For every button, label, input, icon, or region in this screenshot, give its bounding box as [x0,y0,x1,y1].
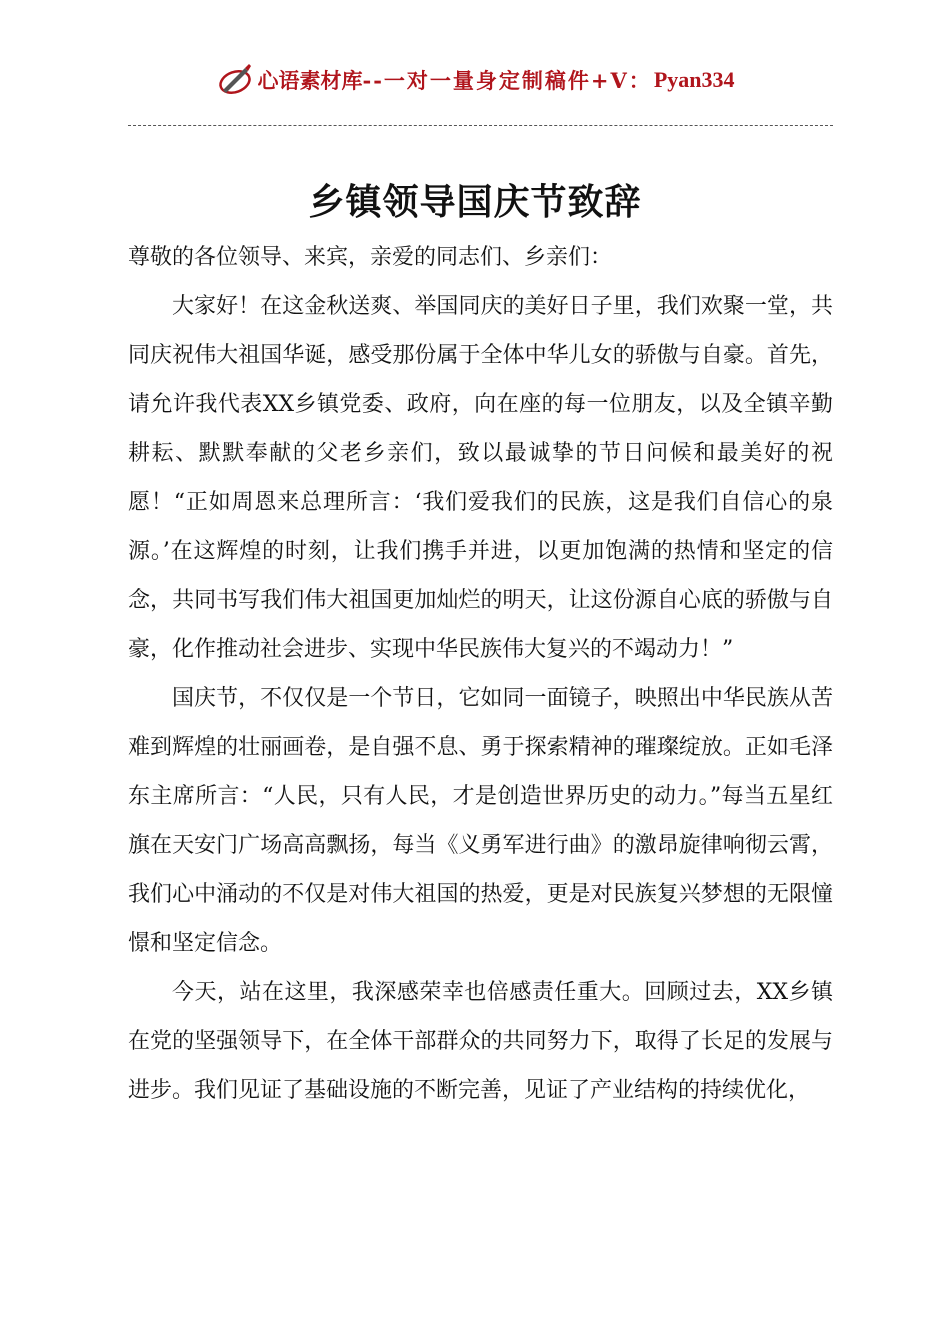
paragraph-2: 国庆节，不仅仅是一个节日，它如同一面镜子，映照出中华民族从苦难到辉煌的壮丽画卷，是自强不息、勇于探索精神的璀璨绽放。正如毛泽东主席所言：“人民，只有人民，才是创造世界历史的动力。”每当五星红旗在天安门广场高高飘扬，每当《义勇军进行曲》的激昂旋律响彻云霄，我们心中涌动的不仅是对伟大祖国的热爱，更是对民族复兴梦想的无限憧憬和坚定信念。 [128,686,833,956]
header-brand: 心语素材库 [257,69,363,93]
document-title: 乡镇领导国庆节致辞 [308,181,642,223]
page-header [0,58,950,102]
salutation: 尊敬的各位领导、来宾，亲爱的同志们、乡亲们： [128,245,613,270]
header-divider [128,125,833,126]
paragraph-1: 大家好！在这金秋送爽、举国同庆的美好日子里，我们欢聚一堂，共同庆祝伟大祖国华诞，感受那份属于全体中华儿女的骄傲与自豪。首先，请允许我代表XX乡镇党委、政府，向在座的每一位朋友，以及全镇辛勤耕耘、默默奉献的父老乡亲们，致以最诚挚的节日问候和最美好的祝愿！“正如周恩来总理所言：‘我们爱我们的民族，这是我们自信心的泉源。’在这辉煌的时刻，让我们携手并进，以更加饱满的热情和坚定的信念，共同书写我们伟大祖国更加灿烂的明天，让这份源自心底的骄傲与自豪，化作推动社会进步、实现中华民族伟大复兴的不竭动力！” [128,294,833,662]
document-body [128,233,833,1115]
header-contact: Pyan334 [653,67,735,92]
pen-swirl-logo-icon [215,60,255,100]
header-tagline: --一对一量身定制稿件+V： [362,68,652,93]
paragraph-3: 今天，站在这里，我深感荣幸也倍感责任重大。回顾过去，XX乡镇在党的坚强领导下，在全体干部群众的共同努力下，取得了长足的发展与进步。我们见证了基础设施的不断完善，见证了产业结构的持续优化， [128,980,833,1103]
